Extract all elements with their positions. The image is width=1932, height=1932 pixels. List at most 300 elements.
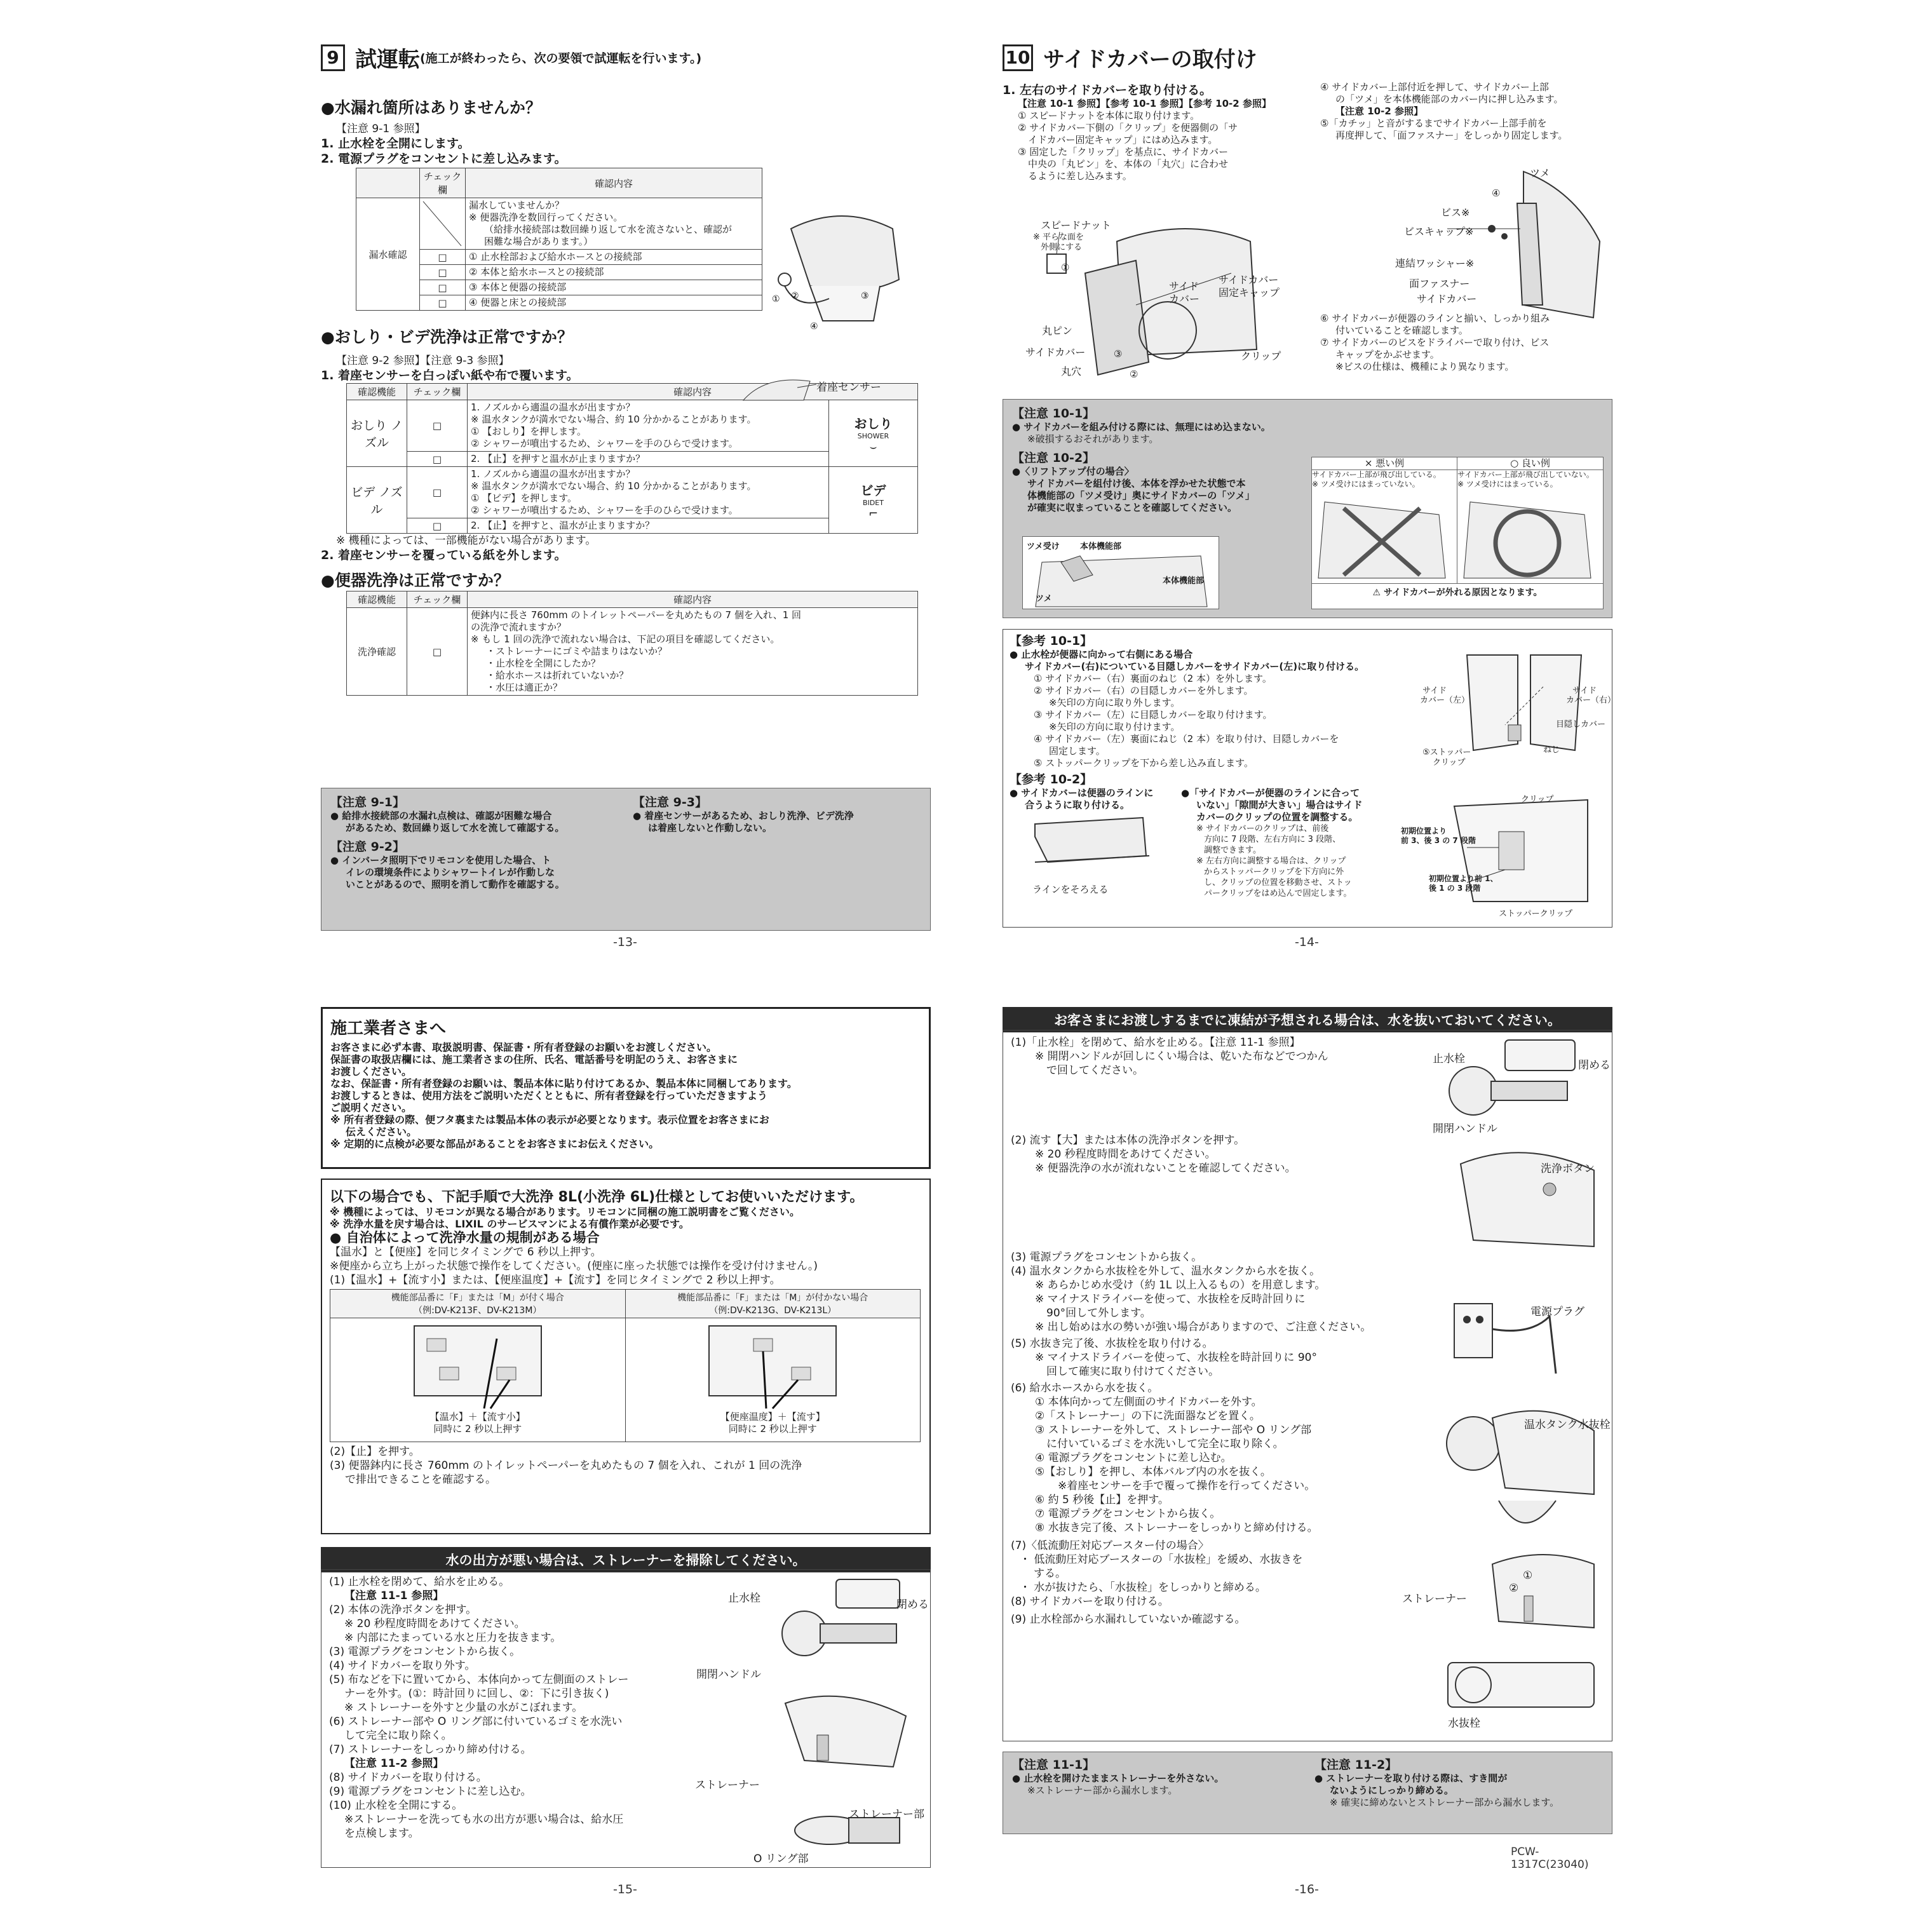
fig-label: ツメ受け xyxy=(1027,542,1060,551)
bidet-spray-icon: ⌐ xyxy=(868,506,879,520)
bad-example-text: ※ ツメ受けにはまっていない。 xyxy=(1312,480,1420,489)
drain-step: ※ マイナスドライバーを使って、水抜栓を反時計回りに xyxy=(1035,1293,1306,1306)
col-heading: 機能部品番に「F」または「M」が付く場合 xyxy=(391,1293,564,1303)
fig-label: ⑤ストッパー xyxy=(1422,748,1471,757)
fig-label: クリップ xyxy=(1433,758,1466,767)
side-step-1: 1. 左右のサイドカバーを取り付ける。 xyxy=(1003,83,1212,97)
fig-label: 洗浄ボタン xyxy=(1541,1163,1595,1175)
step-number: 10 xyxy=(1003,44,1033,71)
side-step-text: ② サイドカバー下側の「クリップ」を便器側の「サ xyxy=(1018,122,1238,133)
strainer-step: を点検します。 xyxy=(344,1827,419,1840)
drain-step: (5) 水抜き完了後、水抜栓を取り付ける。 xyxy=(1011,1337,1213,1350)
large-flush-note: ※ 洗浄水量を戻す場合は、LIXIL のサービスマンによる有償作業が必要です。 xyxy=(330,1218,689,1230)
side-step-ref: 【注意 10-1 参照】【参考 10-1 参照】【参考 10-2 参照】 xyxy=(1018,98,1271,109)
strainer-box xyxy=(321,1569,931,1868)
large-flush-note: ※ 機種によっては、リモコンが異なる場合があります。リモコンに同梱の施工説明書をご覧ください。 xyxy=(330,1206,800,1218)
contractor-text: なお、保証書・所有者登録のお願いは、製品本体に貼り付けてあるか、製品本体に同梱してあります。 xyxy=(330,1077,797,1090)
fig-label: 電源プラグ xyxy=(1530,1306,1584,1318)
good-example-heading: ○ 良い例 xyxy=(1510,457,1550,469)
fig-label: 閉める xyxy=(1578,1059,1611,1072)
wash-step-1: 1. 着座センサーを白っぽい紙や布で覆います。 xyxy=(321,368,579,382)
ref-text: パークリップをはめ込んで固定します。 xyxy=(1204,889,1352,898)
side-step-text: ① スピードナットを本体に取り付けます。 xyxy=(1018,110,1200,121)
caution-title: 【注意 10-1】 xyxy=(1012,407,1095,421)
bidet-content: ② シャワーが噴出するため、シャワーを手のひらで受けます。 xyxy=(471,504,738,516)
bidet-content: 2. 【止】を押すと、温水が止まりますか？ xyxy=(468,518,829,534)
contractor-text: お渡しするときは、使用方法をご説明いただくとともに、所有者登録を行っていただきますよう xyxy=(330,1090,768,1102)
caution-text: ● 着座センサーがあるため、おしり洗浄、ビデ洗浄 xyxy=(633,810,854,821)
contractor-text: ※ 定期的に点検が必要な部品があることをお客さまにお伝えください。 xyxy=(330,1138,659,1150)
flush-heading: ●便器洗浄は正常ですか？ xyxy=(321,571,510,590)
caution-text: いことがあるので、照明を消して動作を確認する。 xyxy=(346,879,565,890)
step-10-heading xyxy=(1003,42,1257,73)
drain-step: に付いているゴミを水洗いして完全に取り除く。 xyxy=(1046,1438,1284,1450)
caution-title: 【注意 10-2】 xyxy=(1012,451,1095,465)
flush-content: ・給水ホースは折れていないか？ xyxy=(486,670,629,681)
caution-text: ※破損するおそれがあります。 xyxy=(1027,433,1159,445)
flush-row-label: 洗浄確認 xyxy=(347,608,407,696)
leak-item: ① 止水栓部および給水ホースとの接続部 xyxy=(466,250,762,265)
fig-label: 止水栓 xyxy=(1433,1053,1465,1065)
strainer-step: ※ ストレーナーを外すと少量の水がこぼれます。 xyxy=(344,1701,583,1714)
contractor-text: お渡しください。 xyxy=(330,1065,412,1077)
ref-text: ② サイドカバー（右）の目隠しカバーを外します。 xyxy=(1034,685,1253,696)
large-flush-text: (3) 便器鉢内に長さ 760mm のトイレットペーパーを丸めたもの 7 個を入れ、これが 1 回の洗浄 xyxy=(330,1459,802,1472)
checkbox[interactable]: □ xyxy=(420,265,466,280)
good-example-text: ※ ツメ受けにはまっている。 xyxy=(1457,480,1558,489)
svg-text:①: ① xyxy=(772,294,780,304)
col-heading: （例:DV-K213G、DV-K213L） xyxy=(709,1306,837,1316)
drain-step: ※着座センサーを手で覆って操作を行ってください。 xyxy=(1058,1480,1316,1492)
strainer-step: (4) サイドカバーを取り外す。 xyxy=(329,1659,476,1672)
wash-note: ※ 機種によっては、一部機能がない場合があります。 xyxy=(336,534,597,547)
drain-step: ※ マイナスドライバーを使って、水抜栓を時計回りに 90° xyxy=(1035,1351,1317,1364)
fig-label: 本体機能部 xyxy=(1080,542,1122,551)
drain-step: (2) 流す【大】または本体の洗浄ボタンを押す。 xyxy=(1011,1134,1245,1147)
side-step-text: 付いていることを確認します。 xyxy=(1335,325,1468,336)
side-step-text: ③ 固定した「クリップ」を基点に、サイドカバー xyxy=(1018,146,1229,158)
side-cover-screw-illustration xyxy=(1447,165,1612,330)
bidet-content: 1. ノズルから適温の温水が出ますか？ xyxy=(471,468,635,480)
leak-note: （給排水接続部は数回繰り返して水を流さないと、確認が xyxy=(484,224,733,235)
caution-title: 【注意 9-2】 xyxy=(330,840,405,854)
fig-label: 開閉ハンドル xyxy=(696,1668,761,1681)
side-step-text: 再度押して、「面ファスナー」をしっかり固定します。 xyxy=(1335,130,1568,141)
caution-title: 【注意 11-1】 xyxy=(1012,1758,1095,1772)
large-flush-heading: ● 自治体によって洗浄水量の規制がある場合 xyxy=(330,1230,600,1245)
caution-text: サイドカバーを組付け後、本体を浮かせた状態で本 xyxy=(1027,478,1246,489)
strainer-step: (3) 電源プラグをコンセントから抜く。 xyxy=(329,1645,521,1658)
caution-text: ※ストレーナー部から漏水します。 xyxy=(1027,1785,1178,1796)
caution-text: ないようにしっかり締める。 xyxy=(1330,1785,1454,1796)
col-heading: （例:DV-K213F、DV-K213M） xyxy=(414,1306,542,1316)
fig-label: 後 1 の 3 段階 xyxy=(1429,884,1481,893)
flush-content: ※ もし 1 回の洗浄で流れない場合は、下記の項目を確認してください。 xyxy=(471,633,780,645)
good-example-circle-icon xyxy=(1457,489,1602,581)
checkbox[interactable]: □ xyxy=(407,400,468,452)
caution-title: 【注意 9-3】 xyxy=(633,795,707,809)
caution-title: 【注意 9-1】 xyxy=(330,795,405,809)
drain-step: ※ 開閉ハンドルが回しにくい場合は、乾いた布などでつかん xyxy=(1035,1050,1328,1063)
wash-step-2: 2. 着座センサーを覆っている紙を外します。 xyxy=(321,548,567,562)
side-step-text: ④ サイドカバー上部付近を押して、サイドカバー上部 xyxy=(1320,81,1549,93)
drain-step: 回して確実に取り付けてください。 xyxy=(1046,1365,1219,1378)
fig-label: ストレーナー部 xyxy=(849,1808,924,1821)
ref-text: ⑤ ストッパークリップを下から差し込み直します。 xyxy=(1034,757,1253,769)
wash-table xyxy=(346,383,918,534)
drain-step: で回してください。 xyxy=(1046,1064,1144,1077)
ref-text: ※ サイドカバーのクリップは、前後 xyxy=(1196,824,1329,834)
large-flush-box xyxy=(321,1179,931,1534)
contractor-text: 保証書の取扱店欄には、施工業者さまの住所、氏名、電話番号を明記のうえ、お客さまに xyxy=(330,1053,738,1065)
page-number: -16- xyxy=(1295,1882,1319,1896)
strainer-step: (2) 本体の洗浄ボタンを押す。 xyxy=(329,1604,477,1616)
th-func: 確認機能 xyxy=(347,384,407,400)
drain-step: 90°回して外します。 xyxy=(1046,1307,1151,1320)
toilet-leak-illustration xyxy=(766,203,918,330)
drain-step: ・ 低流動圧対応ブースターの「水抜栓」を緩め、水抜きを xyxy=(1020,1553,1303,1566)
flush-table xyxy=(346,591,918,696)
oshiri-content: ※ 温水タンクが満水でない場合、約 10 分かかることがあります。 xyxy=(471,414,757,425)
fig-label: クリップ xyxy=(1521,795,1554,804)
leak-table xyxy=(356,168,762,311)
diagonal-line xyxy=(423,201,461,246)
drain-step: (3) 電源プラグをコンセントから抜く。 xyxy=(1011,1251,1203,1264)
drain-step: ⑤【おしり】を押し、本体バルブ内の水を抜く。 xyxy=(1035,1466,1271,1478)
strainer-step: (9) 電源プラグをコンセントに差し込む。 xyxy=(329,1785,532,1798)
oshiri-label: おしり ノズル xyxy=(347,400,407,467)
bidet-icon: ビデ xyxy=(860,482,886,498)
good-example-text: サイドカバー上部が飛び出していない。 xyxy=(1457,470,1594,479)
drain-step: ③ ストレーナーを外して、ストレーナー部や O リング部 xyxy=(1035,1424,1312,1436)
fig-label: ① xyxy=(1523,1569,1533,1582)
fig-label: カバー xyxy=(1169,293,1200,305)
remote-control-g-l-illustration xyxy=(696,1320,849,1408)
th-content: 確認内容 xyxy=(466,168,762,198)
caution-text: ※ 確実に締めないとストレーナー部から漏水します。 xyxy=(1330,1797,1560,1808)
checkbox[interactable]: □ xyxy=(420,280,466,295)
fig-label: サイド xyxy=(1169,280,1199,292)
bidet-content: ① 【ビデ】を押します。 xyxy=(471,492,578,504)
flush-content: ・水圧は適正か？ xyxy=(486,682,563,693)
warning-row xyxy=(1312,583,1603,600)
strainer-step: (1) 止水栓を閉めて、給水を止める。 xyxy=(329,1576,510,1588)
fig-label: カバー（右） xyxy=(1566,696,1616,705)
caution-text: が確実に収まっていることを確認してください。 xyxy=(1027,502,1238,513)
th-check: チェック欄 xyxy=(420,168,466,198)
fig-label: 閉める xyxy=(896,1598,929,1611)
strainer-step: (7) ストレーナーをしっかり締め付ける。 xyxy=(329,1743,532,1756)
checkbox[interactable]: □ xyxy=(407,518,468,534)
step-title: サイドカバーの取付け xyxy=(1043,47,1257,72)
fig-label: ねじ xyxy=(1543,745,1560,755)
caution-text: は着座しないと作動しない。 xyxy=(648,822,773,834)
checkbox[interactable]: □ xyxy=(407,467,468,518)
strainer-step: ※ 内部にたまっている水と圧力を抜きます。 xyxy=(344,1631,562,1644)
page-number: -14- xyxy=(1295,935,1319,949)
fig-label: 外側にする xyxy=(1041,243,1083,252)
contractor-text: ご説明ください。 xyxy=(330,1102,412,1114)
fig-label: ストレーナー xyxy=(1402,1593,1467,1605)
lift-up-figure xyxy=(1022,536,1219,609)
remote-instruction: 同時に 2 秒以上押す xyxy=(728,1423,817,1435)
oshiri-content: 2. 【止】を押すと温水が止まりますか？ xyxy=(468,452,829,467)
fig-label: サイドカバー xyxy=(1025,346,1086,358)
wash-ref: 【注意 9-2 参照】【注意 9-3 参照】 xyxy=(336,355,510,367)
side-step-text: の「ツメ」を本体機能部のカバー内に押し込みます。 xyxy=(1335,93,1564,105)
checkbox[interactable]: □ xyxy=(407,608,468,696)
drain-step: ※ 便器洗浄の水が流れないことを確認してください。 xyxy=(1035,1162,1296,1175)
fig-label: ビス※ xyxy=(1441,206,1470,219)
leak-note: 困難な場合があります。） xyxy=(484,236,593,247)
side-step-text: キャップをかぶせます。 xyxy=(1335,349,1440,360)
caution-text: ● ストレーナーを取り付ける際は、すき間が xyxy=(1314,1773,1508,1784)
fig-label: ④ xyxy=(1492,187,1501,199)
strainer-bar: 水の出方が悪い場合は、ストレーナーを掃除してください。 xyxy=(321,1547,931,1572)
large-flush-text: (1)【温水】+【流す小】または、【便座温度】+【流す】を同じタイミングで 2 秒以上押す。 xyxy=(330,1274,781,1287)
side-step-text: イドカバー固定キャップ」にはめ込みます。 xyxy=(1028,134,1218,145)
fig-label: ② xyxy=(1509,1582,1519,1595)
side-step-text: 中央の「丸ピン」を、本体の「丸穴」に合わせ xyxy=(1028,158,1229,170)
fig-label: 止水栓 xyxy=(728,1592,760,1605)
leak-item: ④ 便器と床との接続部 xyxy=(466,295,762,311)
drain-step: ⑥ 約 5 秒後【止】を押す。 xyxy=(1035,1494,1169,1506)
ref-text: 固定します。 xyxy=(1049,745,1105,757)
oshiri-content: ① 【おしり】を押します。 xyxy=(471,426,587,437)
contractor-title: 施工業者さまへ xyxy=(330,1019,447,1038)
fig-label: 初期位置より前 1、 xyxy=(1429,874,1498,883)
drain-step: する。 xyxy=(1034,1567,1066,1580)
ref-text: ④ サイドカバー（左）裏面にねじ（2 本）を取り付け、目隠しカバーを xyxy=(1034,733,1339,745)
fig-label: ツメ xyxy=(1036,594,1052,604)
large-flush-title: 以下の場合でも、下記手順で大洗浄 8L(小洗浄 6L)仕様としてお使いいただけます。 xyxy=(330,1189,864,1205)
fig-label: サイドカバー xyxy=(1417,293,1477,305)
fig-label: ① xyxy=(1061,262,1070,273)
ref-text: ● サイドカバーは便器のラインに xyxy=(1010,787,1154,799)
bidet-label: ビデ ノズル xyxy=(347,467,407,534)
drain-step: ⑦ 電源プラグをコンセントから抜く。 xyxy=(1035,1508,1221,1520)
remote-instruction: 【便座温度】＋【流す】 xyxy=(720,1411,825,1422)
oshiri-icon: おしり xyxy=(854,415,893,431)
checkbox[interactable]: □ xyxy=(420,295,466,311)
flush-content: 便鉢内に長さ 760mm のトイレットペーパーを丸めたもの 7 個を入れ、1 回 xyxy=(471,609,802,621)
flush-content: ・ストレーナーにゴミや詰まりはないか？ xyxy=(486,645,668,657)
fig-label: ※ 平らな面を xyxy=(1033,233,1084,242)
strainer-step: ナーを外す。(①：時計回りに回し、②：下に引き抜く) xyxy=(344,1687,609,1700)
th-content: 確認内容 xyxy=(468,591,918,608)
warning-icon: ⚠ xyxy=(1372,588,1384,598)
page-number: -13- xyxy=(613,935,637,949)
fig-label: 面ファスナー xyxy=(1409,278,1470,290)
strainer-step: (8) サイドカバーを取り付ける。 xyxy=(329,1771,487,1784)
side-step-ref: 【注意 10-2 参照】 xyxy=(1335,105,1423,117)
th-check: チェック欄 xyxy=(407,384,468,400)
fig-label: 連結ワッシャー※ xyxy=(1395,257,1475,269)
shower-icon: ⌣ xyxy=(869,440,877,454)
svg-text:④: ④ xyxy=(810,321,818,332)
ref-text: からストッパークリップを下方向に外 xyxy=(1204,867,1344,877)
bidet-en-label: BIDET xyxy=(863,498,884,507)
caution-text: ● 給排水接続部の水漏れ点検は、確認が困難な場合 xyxy=(330,810,552,821)
checkbox[interactable]: □ xyxy=(407,452,468,467)
drain-step: ④ 電源プラグをコンセントに差し込む。 xyxy=(1035,1452,1232,1464)
strainer-step: (6) ストレーナー部や O リング部に付いているゴミを水洗い xyxy=(329,1715,623,1728)
drain-step: ① 本体向かって左側面のサイドカバーを外す。 xyxy=(1035,1396,1262,1408)
flush-content: ・止水栓を全開にしたか？ xyxy=(486,658,601,669)
caution-text: ● 止水栓を開けたままストレーナーを外さない。 xyxy=(1012,1773,1224,1784)
fig-label: ビスキャップ※ xyxy=(1404,226,1474,238)
drain-step: (1)「止水栓」を閉めて、給水を止める。【注意 11-1 参照】 xyxy=(1011,1036,1300,1049)
fig-label: カバー（左） xyxy=(1420,696,1470,705)
drain-step: (4) 温水タンクから水抜栓を外して、温水タンクから水を抜く。 xyxy=(1011,1265,1321,1278)
wash-heading: ●おしり・ビデ洗浄は正常ですか？ xyxy=(321,328,573,346)
step-subtitle: (施工が終わったら、次の要領で試運転を行います。) xyxy=(420,51,702,65)
fig-label: クリップ xyxy=(1241,350,1281,362)
large-flush-text: (2)【止】を押す。 xyxy=(330,1445,420,1458)
drain-step: (9) 止水栓部から水漏れしていないか確認する。 xyxy=(1011,1613,1246,1626)
strainer-step: 【注意 11-1 参照】 xyxy=(344,1590,444,1602)
contractor-text: ※ 所有者登録の際、便フタ裏または製品本体の表示が必要となります。表示位置をお客さまにお xyxy=(330,1114,769,1126)
side-step-text: ※ビスの仕様は、機種により異なります。 xyxy=(1335,361,1515,372)
fig-label: 前 3、後 3 の 7 段階 xyxy=(1401,836,1476,845)
fig-label: 固定キャップ xyxy=(1219,287,1280,299)
ref-text: 方向に 7 段階、左右方向に 3 段階、 xyxy=(1204,835,1341,844)
oshiri-content: ② シャワーが噴出するため、シャワーを手のひらで受けます。 xyxy=(471,438,738,449)
drain-step: ⑧ 水抜き完了後、ストレーナーをしっかりと締め付ける。 xyxy=(1035,1522,1318,1534)
ref-text: ※ 左右方向に調整する場合は、クリップ xyxy=(1196,856,1346,866)
ref-title: 【参考 10-1】 xyxy=(1010,634,1093,648)
remote-instruction: 同時に 2 秒以上押す xyxy=(433,1423,522,1435)
reference-box-10 xyxy=(1003,629,1616,928)
doc-code: PCW-1317C(23040) xyxy=(1511,1846,1589,1871)
ref-text: ●「サイドカバーが便器のラインに合って xyxy=(1181,787,1360,799)
fig-label: スピードナット xyxy=(1041,219,1112,231)
checkbox[interactable]: □ xyxy=(420,250,466,265)
good-bad-example xyxy=(1311,457,1604,609)
drain-illustrations xyxy=(1435,1037,1607,1729)
sensor-label: 着座センサー xyxy=(816,381,881,394)
caution-text: ● インバータ照明下でリモコンを使用した場合、ト xyxy=(330,855,551,866)
drain-step: ※ 20 秒程度時間をあけてください。 xyxy=(1035,1148,1216,1161)
leak-step-2: 2. 電源プラグをコンセントに差し込みます。 xyxy=(321,152,567,166)
flush-content: の洗浄で流れますか？ xyxy=(471,621,567,633)
remote-control-f-m-illustration xyxy=(402,1320,554,1408)
drain-step: ※ あらかじめ水受け（約 1L 以上入るもの）を用意します。 xyxy=(1035,1279,1326,1292)
ref-text: サイドカバー(右)についている目隠しカバーをサイドカバー(左)に取り付ける。 xyxy=(1025,661,1365,672)
ref-text: ※矢印の方向に取り付けます。 xyxy=(1049,721,1180,733)
step-title: 試運転 xyxy=(355,47,420,72)
drain-step: ②「ストレーナー」の下に洗面器などを置く。 xyxy=(1035,1410,1260,1422)
strainer-step: して完全に取り除く。 xyxy=(344,1729,452,1742)
strainer-step: ※ 20 秒程度時間をあけてください。 xyxy=(344,1618,525,1630)
caution-box-11 xyxy=(1003,1752,1612,1834)
drain-step: (6) 給水ホースから水を抜く。 xyxy=(1011,1382,1159,1395)
strainer-step: (10) 止水栓を全開にする。 xyxy=(329,1799,463,1812)
fig-label: ② xyxy=(1130,368,1138,380)
strainer-step: 【注意 11-2 参照】 xyxy=(344,1757,444,1770)
caution-text: イレの環境条件によりシャワートイレが作動しな xyxy=(346,867,555,878)
oshiri-content: 1. ノズルから適温の温水が出ますか？ xyxy=(471,402,635,413)
fig-label: 本体機能部 xyxy=(1163,576,1205,586)
fig-label: ツメ xyxy=(1530,167,1550,179)
drain-step: ・ 水が抜けたら、「水抜栓」をしっかりと締める。 xyxy=(1020,1581,1266,1594)
step-9-heading xyxy=(321,42,701,73)
clip-adjust-illustration xyxy=(1397,787,1600,924)
caution-text: ● サイドカバーを組み付ける際には、無理にはめ込まない。 xyxy=(1012,421,1271,433)
th-check: チェック欄 xyxy=(407,591,468,608)
leak-heading: ●水漏れ箇所はありませんか？ xyxy=(321,98,541,117)
contractor-text: お客さまに必ず本書、取扱説明書、保証書・所有者登録のお願いをお渡しください。 xyxy=(330,1041,717,1053)
fig-label: 水抜栓 xyxy=(1448,1717,1480,1730)
contractor-text: 伝えください。 xyxy=(346,1126,417,1138)
fig-label: ストレーナー xyxy=(695,1779,760,1792)
page-14 xyxy=(1003,38,1616,949)
ref-text: いない」「隙間が大きい」場合はサイド xyxy=(1196,799,1363,811)
remote-instruction: 【温水】＋【流す小】 xyxy=(429,1411,525,1422)
caution-text: ●〈リフトアップ付の場合〉 xyxy=(1012,466,1134,477)
seat-sensor-illustration xyxy=(740,368,816,407)
svg-text:③: ③ xyxy=(861,291,869,301)
leak-item: ② 本体と給水ホースとの接続部 xyxy=(466,265,762,280)
fig-label: ③ xyxy=(1114,348,1123,360)
ref-text: カバーのクリップの位置を調整する。 xyxy=(1196,811,1358,823)
drain-box xyxy=(1003,1030,1612,1741)
side-step-text: ⑤「カチッ」と音がするまでサイドカバー上部手前を xyxy=(1320,118,1547,129)
fig-label: サイド xyxy=(1422,686,1447,696)
bidet-content: ※ 温水タンクが満水でない場合、約 10 分かかることがあります。 xyxy=(471,480,757,492)
ref-text: ● 止水栓が便器に向かって右側にある場合 xyxy=(1010,649,1193,660)
large-flush-text: 【温水】と【便座】を同じタイミングで 6 秒以上押す。 xyxy=(330,1246,602,1259)
ref-text: 調整できます。 xyxy=(1204,846,1261,855)
strainer-step: ※ストレーナーを洗っても水の出方が悪い場合は、給水圧 xyxy=(344,1813,624,1826)
ref-text: ③ サイドカバー（左）に目隠しカバーを取り付けます。 xyxy=(1034,709,1273,720)
side-step-text: ⑥ サイドカバーが便器のラインと揃い、しっかり組み xyxy=(1320,313,1550,324)
side-step-text: ⑦ サイドカバーのビスをドライバーで取り付け、ビス xyxy=(1320,337,1550,348)
freeze-bar: お客さまにお渡しするまでに凍結が予想される場合は、水を抜いておいてください。 xyxy=(1003,1007,1612,1032)
caution-text: があるため、数回繰り返して水を流して確認する。 xyxy=(346,822,565,834)
caution-box-10 xyxy=(1003,399,1612,618)
caution-text: 体機能部の「ツメ受け」奥にサイドカバーの「ツメ」 xyxy=(1027,490,1255,501)
line-align-illustration xyxy=(1010,811,1156,881)
drain-step: (7)〈低流動圧対応ブースター付の場合〉 xyxy=(1011,1539,1209,1552)
fig-label: 丸穴 xyxy=(1061,365,1082,377)
bad-example-heading: × 悪い例 xyxy=(1312,457,1457,469)
drain-step: (8) サイドカバーを取り付ける。 xyxy=(1011,1595,1169,1608)
bad-example-text: サイドカバー上部が飛び出している。 xyxy=(1312,470,1441,479)
step-number: 9 xyxy=(321,44,345,71)
fig-label: O リング部 xyxy=(753,1853,809,1865)
col-heading: 機能部品番に「F」または「M」が付かない場合 xyxy=(677,1293,868,1303)
svg-text:②: ② xyxy=(791,291,799,301)
strainer-step: (5) 布などを下に置いてから、本体向かって左側面のストレー xyxy=(329,1673,629,1686)
contractor-notice xyxy=(321,1007,931,1169)
large-flush-text: ※便座から立ち上がった状態で操作をしてください。(便座に座った状態では操作を受け付けません。) xyxy=(330,1260,818,1273)
fig-label: ストッパークリップ xyxy=(1499,909,1573,919)
ref-text: 合うように取り付ける。 xyxy=(1025,799,1130,811)
leak-note: 漏水していませんか？ xyxy=(469,199,565,211)
fig-label: 温水タンク水抜栓 xyxy=(1524,1419,1611,1431)
page-16 xyxy=(1003,994,1612,1896)
fig-label: 開閉ハンドル xyxy=(1433,1123,1497,1135)
leak-item: ③ 本体と便器の接続部 xyxy=(466,280,762,295)
leak-note: ※ 便器洗浄を数回行ってください。 xyxy=(469,212,623,223)
warning-text: サイドカバーが外れる原因となります。 xyxy=(1383,588,1543,598)
leak-row-label: 漏水確認 xyxy=(356,198,420,311)
fig-label: サイド xyxy=(1572,686,1597,696)
ref-text: ※矢印の方向に取り外します。 xyxy=(1049,697,1180,708)
fig-label: ラインをそろえる xyxy=(1032,884,1109,895)
page-13 xyxy=(321,38,931,949)
